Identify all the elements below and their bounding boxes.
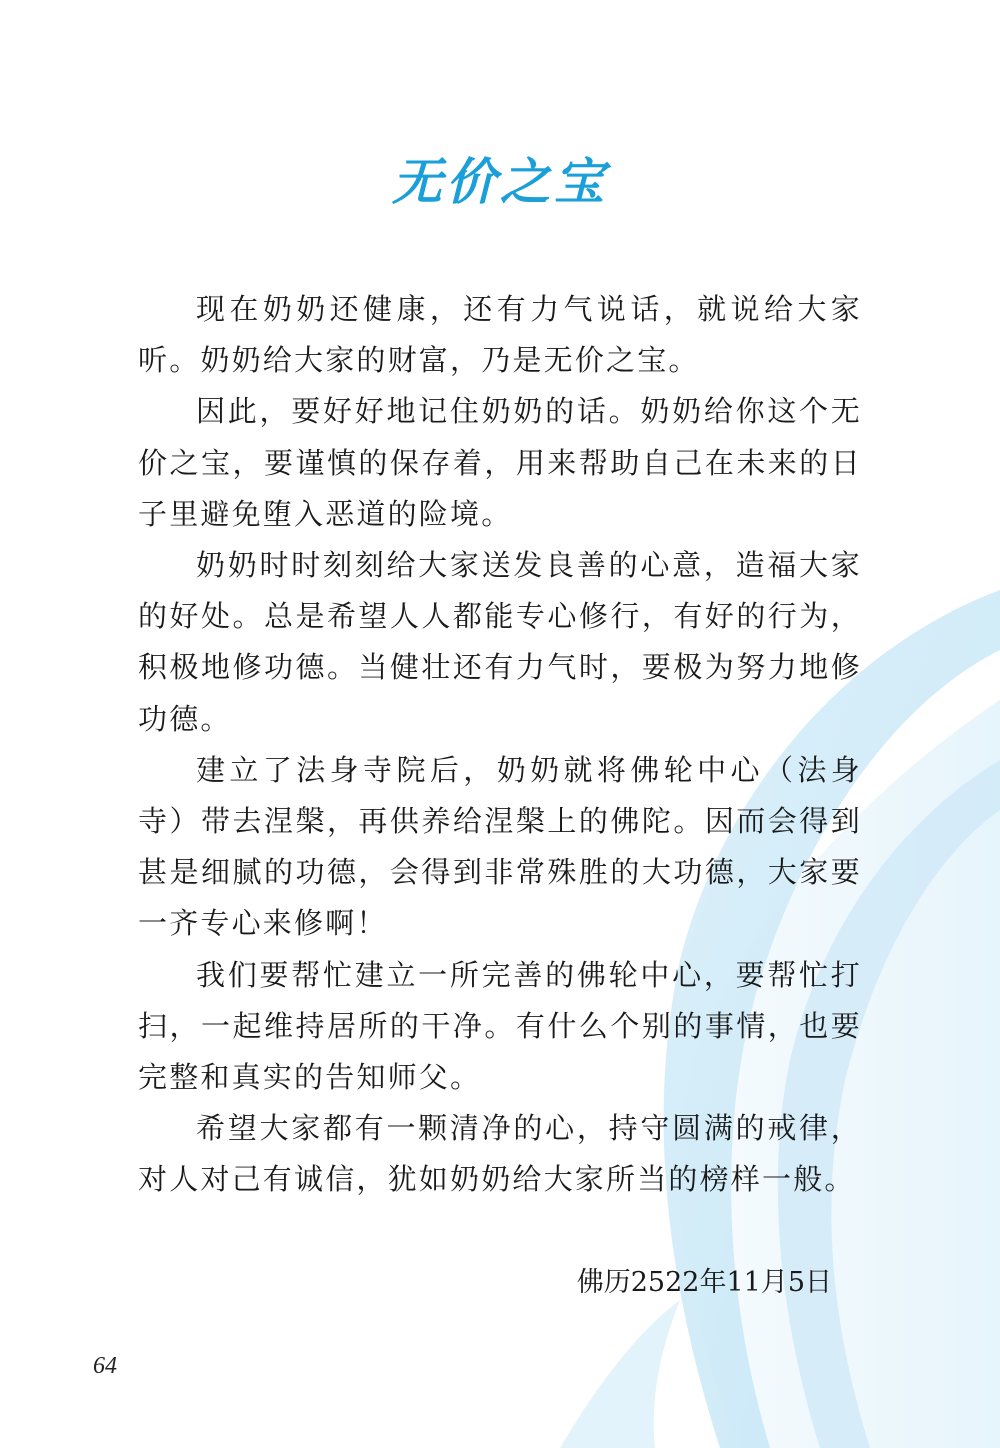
paragraph-2: 因此，要好好地记住奶奶的话。奶奶给你这个无价之宝，要谨慎的保存着，用来帮助自己在未来的日子里避免堕入恶道的险境。: [138, 394, 862, 531]
date-line: 佛历2522年11月5日: [576, 1267, 832, 1298]
page-number: 64: [93, 1353, 117, 1379]
paragraph-3: 奶奶时时刻刻给大家送发良善的心意，造福大家的好处。总是希望人人都能专心修行，有好的行为，积极地修功德。当健壮还有力气时，要极为努力地修功德。: [138, 548, 862, 736]
body-text: [138, 284, 862, 1206]
page-title: 无价之宝: [392, 152, 608, 211]
paragraph-1: 现在奶奶还健康，还有力气说话，就说给大家听。奶奶给大家的财富，乃是无价之宝。: [138, 292, 862, 378]
paragraph-6: 希望大家都有一颗清净的心，持守圆满的戒律，对人对己有诚信，犹如奶奶给大家所当的榜样一般。: [138, 1111, 862, 1197]
paragraph-5: 我们要帮忙建立一所完善的佛轮中心，要帮忙打扫，一起维持居所的干净。有什么个别的事情，也要完整和真实的告知师父。: [138, 957, 862, 1095]
paragraph-4: 建立了法身寺院后，奶奶就将佛轮中心（法身寺）带去涅槃，再供养给涅槃上的佛陀。因而会得到甚是细腻的功德，会得到非常殊胜的大功德，大家要一齐专心来修啊！: [138, 752, 862, 941]
